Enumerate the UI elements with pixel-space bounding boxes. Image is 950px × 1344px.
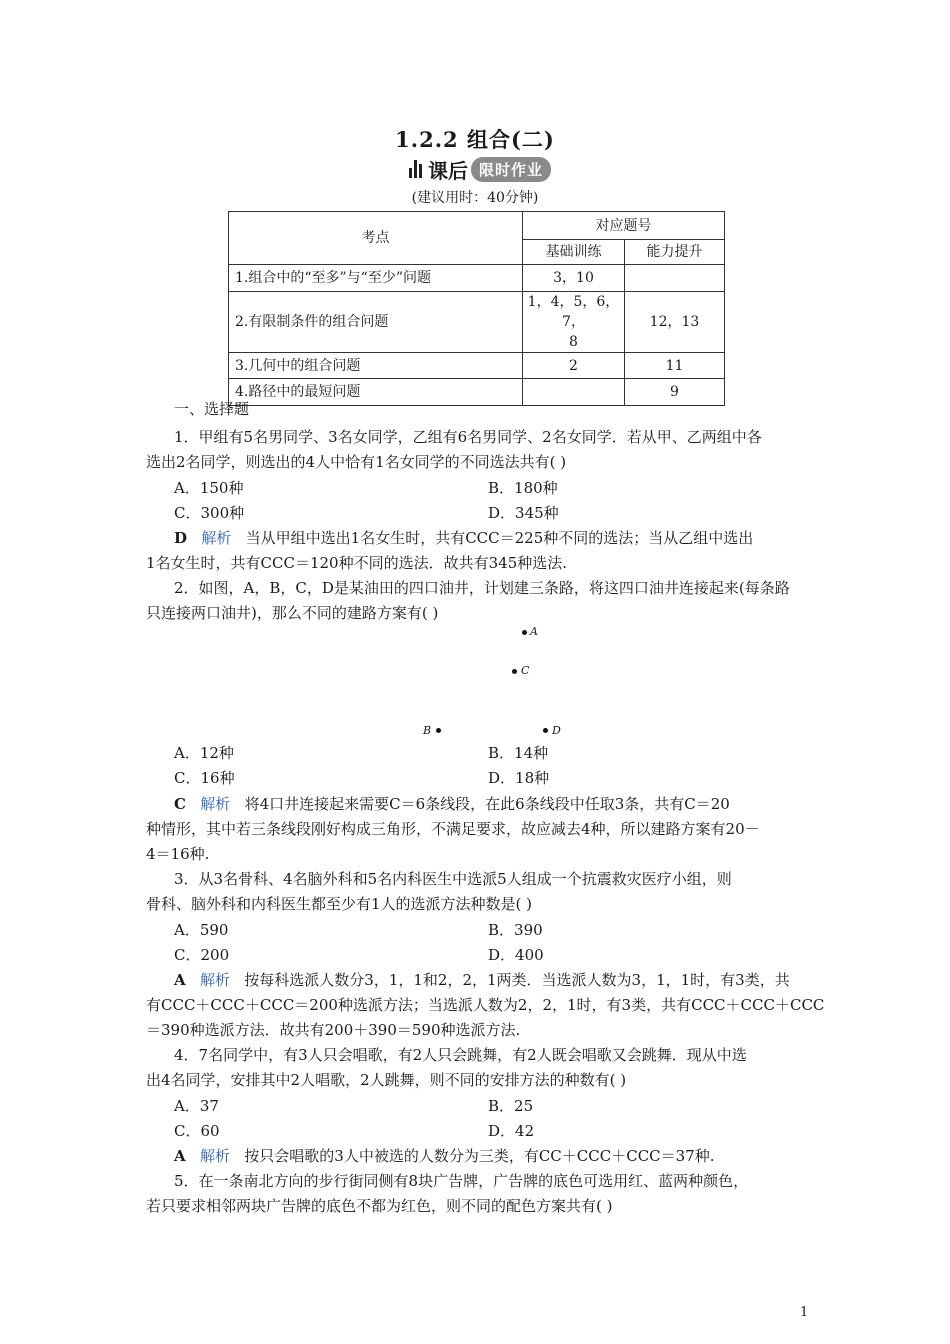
point-a	[522, 630, 527, 635]
q4-solution-1: A 解析 按只会唱歌的3人中被选的人数分为三类，有CC＋CCC＋CCC＝37种.	[174, 1147, 715, 1165]
point-c	[512, 669, 517, 674]
banner-part-2: 限时作业	[471, 157, 551, 182]
q4-option-a: A．37	[174, 1097, 219, 1115]
q2-text-2: 只连接两口油井)，那么不同的建路方案有( )	[146, 604, 439, 622]
header-basic: 基础训练	[523, 240, 625, 265]
homework-banner	[409, 156, 551, 182]
q3-solution-3: ＝390种选派方法．故共有200＋390＝590种选派方法.	[146, 1021, 521, 1039]
q1-option-b: B．180种	[488, 479, 558, 497]
table-row: 1.组合中的“至多”与“至少”问题 3，10	[229, 265, 725, 292]
section-heading: 一、选择题	[174, 400, 250, 418]
header-question-numbers: 对应题号	[523, 212, 725, 240]
header-advanced: 能力提升	[625, 240, 725, 265]
table-row: 3.几何中的组合问题 2 11	[229, 353, 725, 379]
q2-solution-2: 种情形，其中若三条线段刚好构成三角形，不满足要求，故应减去4种，所以建路方案有20－	[146, 820, 760, 838]
q3-text-1: 3．从3名骨科、4名脑外科和5名内科医生中选派5人组成一个抗震救灾医疗小组，则	[174, 870, 732, 888]
q1-option-c: C．300种	[174, 504, 245, 522]
q4-option-b: B．25	[488, 1097, 534, 1115]
q1-text-1: 1．甲组有5名男同学、3名女同学，乙组有6名男同学、2名女同学．若从甲、乙两组中各	[174, 428, 762, 446]
banner-part-1: 课后	[428, 158, 468, 183]
q3-option-d: D．400	[488, 946, 544, 964]
bar-chart-icon	[409, 160, 424, 178]
q5-text-1: 5．在一条南北方向的步行街同侧有8块广告牌，广告牌的底色可选用红、蓝两种颜色，	[174, 1172, 749, 1190]
q4-text-2: 出4名同学，安排其中2人唱歌，2人跳舞，则不同的安排方法的种数有( )	[146, 1071, 627, 1089]
q2-solution-3: 4＝16种.	[146, 845, 210, 863]
header-topic: 考点	[229, 212, 523, 265]
q2-solution-1: C 解析 将4口井连接起来需要C＝6条线段，在此6条线段中任取3条，共有C＝20	[174, 795, 730, 813]
q4-option-d: D．42	[488, 1122, 535, 1140]
q1-option-d: D．345种	[488, 504, 559, 522]
point-b	[436, 728, 441, 733]
table-row: 2.有限制条件的组合问题 1，4，5，6，7， 8 12，13	[229, 292, 725, 353]
q3-solution-2: 有CCC＋CCC＋CCC＝200种选派方法；当选派人数为2，2，1时，有3类，共有CCC＋CCC＋CCC	[146, 996, 825, 1014]
q4-text-1: 4．7名同学中，有3人只会唱歌，有2人只会跳舞，有2人既会唱歌又会跳舞．现从中选	[174, 1046, 747, 1064]
q3-option-b: B．390	[488, 921, 543, 939]
point-d	[543, 728, 548, 733]
q1-solution-2: 1名女生时，共有CCC＝120种不同的选法．故共有345种选法.	[146, 554, 568, 572]
page-number: 1	[800, 1305, 809, 1320]
q4-option-c: C．60	[174, 1122, 220, 1140]
q2-option-a: A．12种	[174, 744, 234, 762]
q3-option-a: A．590	[174, 921, 229, 939]
q2-option-b: B．14种	[488, 744, 549, 762]
q2-option-c: C．16种	[174, 769, 235, 787]
q3-text-2: 骨科、脑外科和内科医生都至少有1人的选派方法种数是( )	[146, 895, 533, 913]
q1-option-a: A．150种	[174, 479, 244, 497]
suggested-time: (建议用时：40分钟)	[411, 190, 539, 206]
q5-text-2: 若只要求相邻两块广告牌的底色不都为红色，则不同的配色方案共有( )	[146, 1197, 613, 1215]
q1-solution-1: D 解析 当从甲组中选出1名女生时，共有CCC＝225种不同的选法；当从乙组中选出	[174, 529, 754, 547]
q3-option-c: C．200	[174, 946, 230, 964]
q1-text-2: 选出2名同学，则选出的4人中恰有1名女同学的不同选法共有( )	[146, 453, 567, 471]
page-title: 1.2.2 组合(二)	[395, 127, 555, 152]
q2-option-d: D．18种	[488, 769, 550, 787]
q3-solution-1: A 解析 按每科选派人数分3，1，1和2，2，1两类．当选派人数为3，1，1时，有3类，共	[174, 971, 790, 989]
table-row: 4.路径中的最短问题 9	[229, 379, 725, 406]
q2-text-1: 2．如图，A，B，C，D是某油田的四口油井，计划建三条路，将这四口油井连接起来(每条路	[174, 579, 790, 597]
topic-table	[228, 211, 725, 406]
